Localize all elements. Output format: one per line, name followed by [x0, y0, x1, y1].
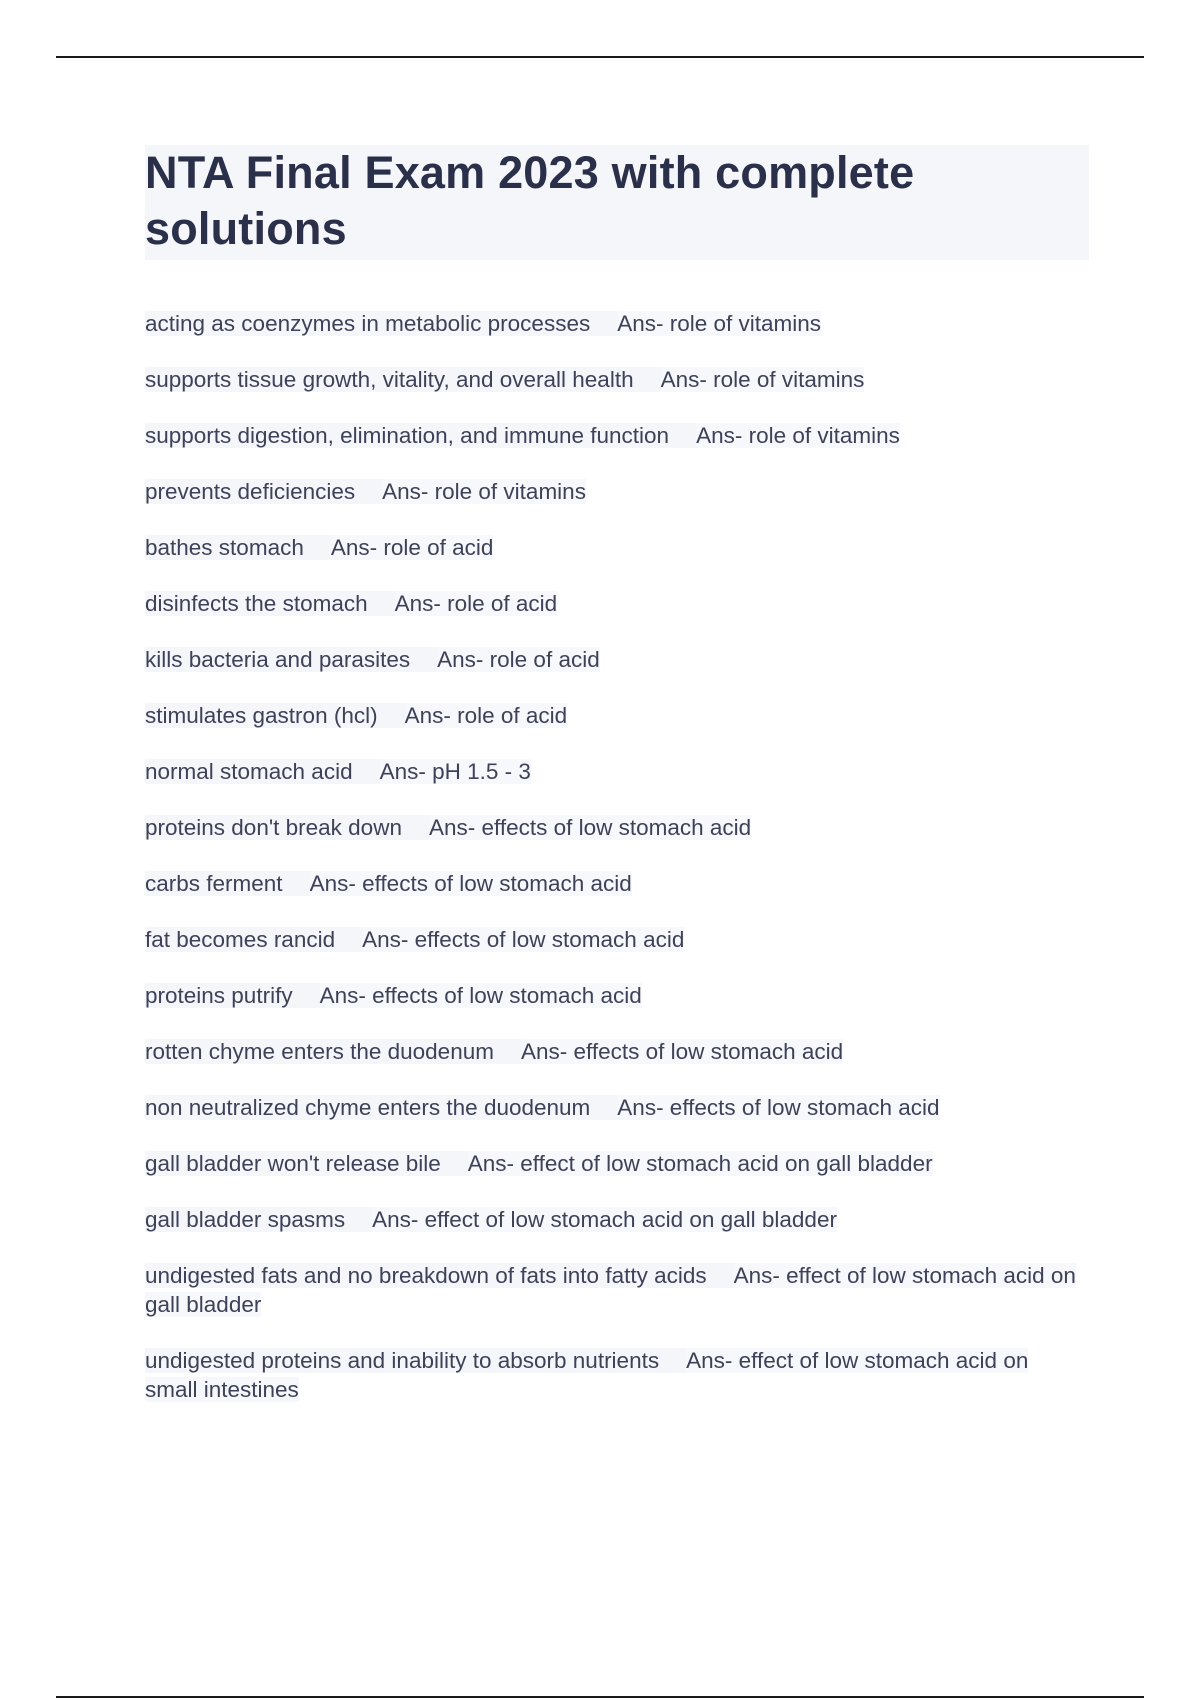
qa-item [145, 701, 1085, 730]
question-text: gall bladder spasms [145, 1207, 372, 1232]
question-text: supports tissue growth, vitality, and overall health [145, 367, 661, 392]
answer-text: Ans- role of vitamins [382, 479, 586, 504]
answer-text: Ans- pH 1.5 - 3 [379, 759, 531, 784]
answer-text: Ans- role of vitamins [617, 311, 822, 336]
answer-text: Ans- effects of low stomach acid [362, 927, 685, 952]
page-title: NTA Final Exam 2023 with complete solutions [145, 147, 915, 254]
question-text: proteins putrify [145, 983, 320, 1008]
qa-item [145, 869, 1085, 898]
question-text: fat becomes rancid [145, 927, 362, 952]
qa-item [145, 813, 1085, 842]
answer-text: Ans- role of acid [330, 535, 494, 560]
answer-text: Ans- role of vitamins [696, 423, 900, 448]
qa-item [145, 645, 1085, 674]
qa-item [145, 981, 1085, 1010]
answer-text: Ans- effects of low stomach acid [309, 871, 632, 896]
question-text: gall bladder won't release bile [145, 1151, 468, 1176]
answer-text: Ans- effect of low stomach acid on gall bladder [372, 1207, 837, 1232]
question-text: supports digestion, elimination, and immune function [145, 423, 696, 448]
question-text: undigested fats and no breakdown of fats into fatty acids [145, 1263, 734, 1288]
question-text: acting as coenzymes in metabolic processes [145, 311, 617, 336]
title-block [145, 145, 1089, 260]
qa-item [145, 925, 1085, 954]
bottom-rule [56, 1696, 1144, 1698]
question-text: kills bacteria and parasites [145, 647, 437, 672]
qa-item [145, 1149, 1085, 1178]
qa-item [145, 1093, 1085, 1122]
answer-text: Ans- effects of low stomach acid [520, 1039, 844, 1064]
question-text: disinfects the stomach [145, 591, 395, 616]
question-text: bathes stomach [145, 535, 331, 560]
question-text: undigested proteins and inability to absorb nutrients [145, 1348, 686, 1373]
answer-text: Ans- role of acid [437, 647, 600, 672]
qa-item [145, 533, 1085, 562]
qa-list [145, 309, 1085, 1431]
qa-item [145, 309, 1085, 338]
question-text: proteins don't break down [145, 815, 429, 840]
question-text: stimulates gastron (hcl) [145, 703, 405, 728]
qa-item [145, 589, 1085, 618]
answer-text: Ans- effect of low stomach acid on gall bladder [467, 1151, 933, 1176]
answer-text: Ans- effects of low stomach acid [428, 815, 752, 840]
qa-item [145, 1346, 1085, 1404]
qa-item [145, 421, 1085, 450]
question-text: carbs ferment [145, 871, 310, 896]
answer-text: Ans- effects of low stomach acid [319, 983, 642, 1008]
question-text: prevents deficiencies [145, 479, 382, 504]
question-text: normal stomach acid [145, 759, 380, 784]
qa-item [145, 365, 1085, 394]
qa-item [145, 477, 1085, 506]
answer-text: Ans- effects of low stomach acid [617, 1095, 940, 1120]
question-text: non neutralized chyme enters the duodenum [145, 1095, 617, 1120]
answer-text: Ans- effect of low stomach acid on small intestines [145, 1348, 1029, 1402]
qa-item [145, 1205, 1085, 1234]
qa-item [145, 757, 1085, 786]
top-rule [56, 56, 1144, 58]
answer-text: Ans- role of acid [404, 703, 568, 728]
qa-item [145, 1261, 1085, 1319]
answer-text: Ans- role of vitamins [660, 367, 865, 392]
qa-item [145, 1037, 1085, 1066]
answer-text: Ans- role of acid [394, 591, 558, 616]
question-text: rotten chyme enters the duodenum [145, 1039, 521, 1064]
answer-text: Ans- effect of low stomach acid on gall bladder [145, 1263, 1076, 1317]
